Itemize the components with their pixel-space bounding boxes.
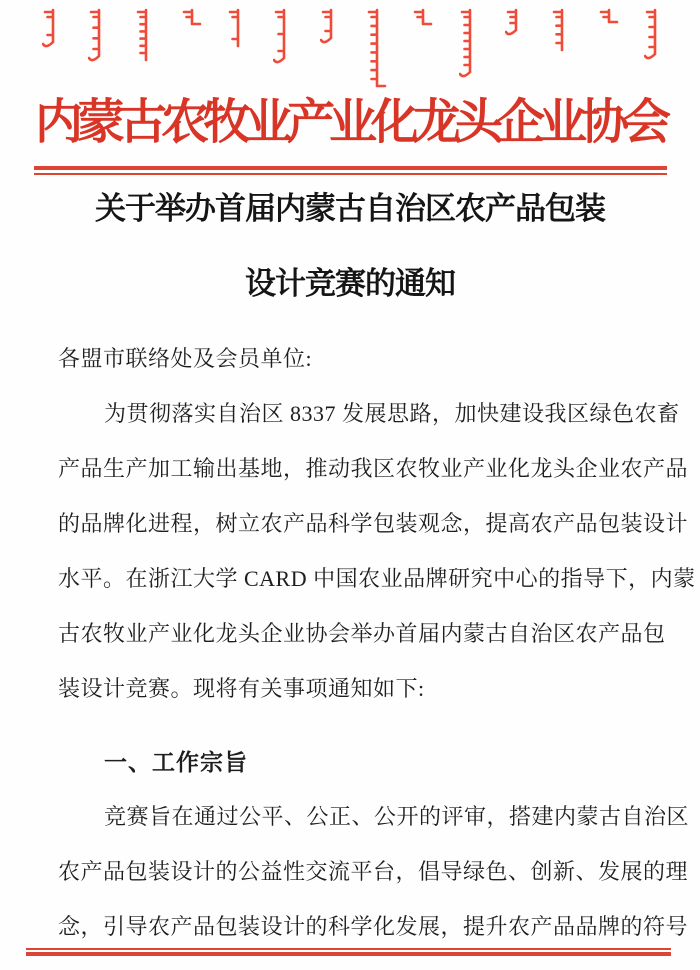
mongolian-script-column-icon <box>42 8 64 54</box>
mongolian-script-column-icon <box>88 8 110 68</box>
body-line: 农产品包装设计的公益性交流平台，倡导绿色、创新、发展的理 <box>58 859 689 884</box>
document-title-line2: 设计竞赛的通知 <box>245 266 455 301</box>
footer-divider-thin <box>26 948 671 950</box>
mongolian-script-column-icon <box>135 8 157 72</box>
mongolian-script-column-icon <box>644 8 666 66</box>
document-title-line1: 关于举办首届内蒙古自治区农产品包装 <box>95 191 605 226</box>
body-line: 产品生产加工输出基地，推动我区农牧业产业化龙头企业农产品 <box>58 456 689 481</box>
mongolian-script-column-icon <box>505 8 527 42</box>
mongolian-script-column-icon <box>366 8 388 98</box>
letterhead-org-name: 内蒙古农牧业产业化龙头企业协会 <box>34 96 665 149</box>
body-line: 水平。在浙江大学 CARD 中国农业品牌研究中心的指导下，内蒙 <box>58 566 696 591</box>
section-heading: 一、工作宗旨 <box>104 750 248 775</box>
footer-divider-thick <box>26 952 671 956</box>
mongolian-script-column-icon <box>227 8 249 58</box>
body-line: 的品牌化进程，树立农产品科学包装观念，提高农产品包装设计 <box>58 511 689 536</box>
mongolian-script-column-icon <box>551 8 573 62</box>
mongolian-script-column-icon <box>273 8 295 70</box>
body-line: 装设计竞赛。现将有关事项通知如下: <box>58 676 425 701</box>
body-line: 各盟市联络处及会员单位: <box>58 346 313 371</box>
mongolian-script-column-icon <box>459 8 481 84</box>
mongolian-script-column-icon <box>320 8 342 50</box>
body-text <box>58 330 696 953</box>
mongolian-script-column-icon <box>598 8 620 34</box>
mongolian-script-column-icon <box>181 8 203 36</box>
mongolian-script-row <box>42 8 666 100</box>
body-line: 念，引导农产品包装设计的科学化发展，提升农产品品牌的符号 <box>58 914 689 939</box>
mongolian-script-column-icon <box>412 8 434 36</box>
body-line: 古农牧业产业化龙头企业协会举办首届内蒙古自治区农产品包 <box>58 621 666 646</box>
letterhead-divider-thin <box>34 173 667 175</box>
body-line: 为贯彻落实自治区 8337 发展思路，加快建设我区绿色农畜 <box>104 401 680 426</box>
body-line: 竞赛旨在通过公平、公正、公开的评审，搭建内蒙古自治区 <box>104 804 690 829</box>
letterhead-divider-thick <box>34 166 667 170</box>
